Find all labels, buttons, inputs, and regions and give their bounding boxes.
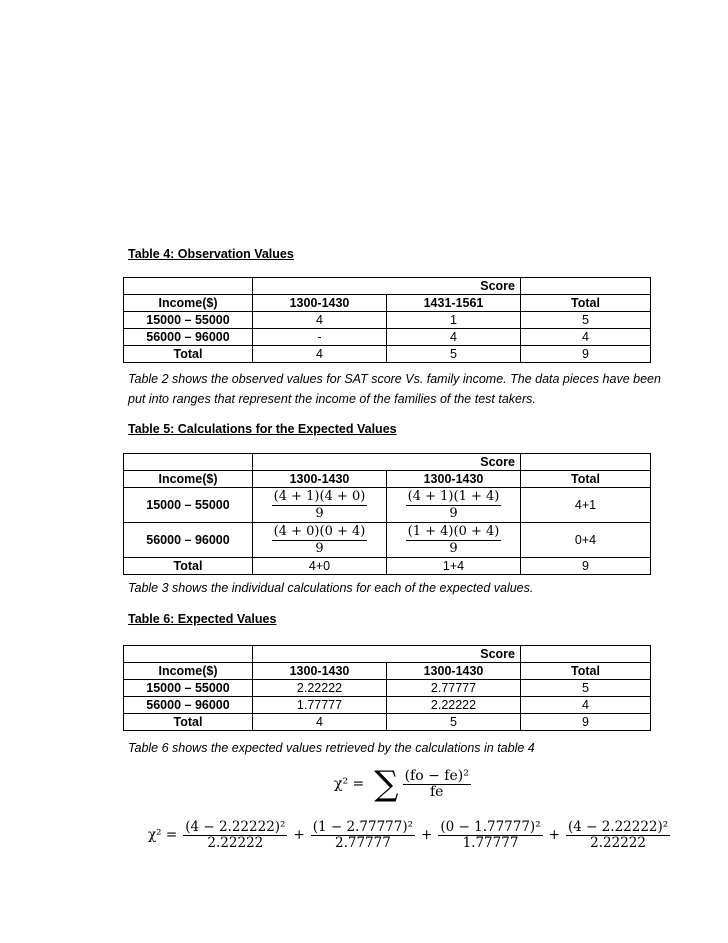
table6-col-range1: 1300-1430 [253,663,387,680]
table5-col-range1: 1300-1430 [253,471,387,488]
table-row [124,488,651,523]
table4-row-label: 56000 – 96000 [124,329,253,346]
table6-title: Table 6: Expected Values [128,612,277,626]
table5-cell: 9 [521,558,651,575]
table4-col-total: Total [521,295,651,312]
table6-score-header: Score [253,646,521,663]
table4-cell: 9 [521,346,651,363]
table4-col-income: Income($) [124,295,253,312]
table5-caption: Table 3 shows the individual calculations for each of the expected values. [128,581,534,595]
table-row [124,346,651,363]
table5-title: Table 5: Calculations for the Expected Values [128,422,397,436]
table6-col-income: Income($) [124,663,253,680]
table4-cell: 4 [253,346,387,363]
table5-cell-fraction [253,488,387,523]
table-row [124,523,651,558]
table5-row-label: 56000 – 96000 [124,523,253,558]
table6-cell: 2.22222 [387,697,521,714]
table6-cell: 5 [521,680,651,697]
formula-lhs: χ² = [334,776,365,792]
fraction-numerator: (4 + 1)(4 + 0) [273,489,366,504]
table6-caption: Table 6 shows the expected values retrieved by the calculations in table 4 [128,741,535,755]
table6-cell: 2.77777 [387,680,521,697]
table4-cell: 5 [387,346,521,363]
table5-row-label: 15000 – 55000 [124,488,253,523]
table-row [124,680,651,697]
table4-cell: 5 [521,312,651,329]
fraction-numerator: (0 − 1.77777)² [440,819,541,835]
table4-cell: 4 [387,329,521,346]
fraction-numerator: (1 − 2.77777)² [312,819,414,835]
fraction-numerator: (4 + 0)(0 + 4) [273,524,366,539]
chi-square-formula [328,764,471,804]
table4-cell: 1 [387,312,521,329]
table4-title: Table 4: Observation Values [128,247,294,261]
fraction-numerator: (4 − 2.22222)² [567,819,669,835]
fraction-numerator: (fo − fe)² [404,768,469,784]
table6-cell: 4 [253,714,387,731]
table-row [124,558,651,575]
plus-sign: + [548,827,560,843]
fraction-denominator: 9 [315,541,324,556]
table5-score-header: Score [253,454,521,471]
table4-cell: 4 [521,329,651,346]
table6-cell: 5 [387,714,521,731]
table5-cell-fraction [253,523,387,558]
table6-cell: 2.22222 [253,680,387,697]
table4-score-header: Score [253,278,521,295]
chi-square-substitution [148,819,670,851]
sigma-symbol: ∑ [374,764,399,804]
table4-header-row [124,295,651,312]
table6-cell: 1.77777 [253,697,387,714]
table5-col-range2: 1300-1430 [387,471,521,488]
table4-empty-cell [124,278,253,295]
fraction-denominator: 9 [449,506,458,521]
table4-cell: - [253,329,387,346]
fraction-denominator: 2.22222 [207,835,264,851]
table6-cell: 9 [521,714,651,731]
table6-row-label: Total [124,714,253,731]
table4-caption: Table 2 shows the observed values for SAT score Vs. family income. The data pieces have been put into ranges that represent the income of the families of the test takers. [128,372,661,406]
table5-cell: 4+0 [253,558,387,575]
table5-col-income: Income($) [124,471,253,488]
table6-expected-values [123,645,651,731]
formula-lhs: χ² = [148,827,178,843]
table6-empty-cell [124,646,253,663]
fraction-denominator: 2.22222 [590,835,646,851]
table5-cell: 4+1 [521,488,651,523]
table-row [124,697,651,714]
table6-col-range2: 1300-1430 [387,663,521,680]
table5-cell: 1+4 [387,558,521,575]
table4-empty-cell [521,278,651,295]
fraction-numerator: (1 + 4)(0 + 4) [407,524,500,539]
table4-col-range2: 1431-1561 [387,295,521,312]
fraction-denominator: 1.77777 [462,835,519,851]
table6-empty-cell [521,646,651,663]
table4-observation-values [123,277,651,363]
table6-col-total: Total [521,663,651,680]
table5-header-row [124,471,651,488]
table4-row-label: Total [124,346,253,363]
table5-calculations [123,453,651,575]
table-row [124,329,651,346]
table5-cell-fraction [387,488,521,523]
fraction-denominator: 9 [449,541,458,556]
table6-row-label: 15000 – 55000 [124,680,253,697]
table-row [124,312,651,329]
table4-col-range1: 1300-1430 [253,295,387,312]
fraction-denominator: 2.77777 [335,835,391,851]
table5-row-label: Total [124,558,253,575]
table6-row-label: 56000 – 96000 [124,697,253,714]
plus-sign: + [293,827,305,843]
table6-cell: 4 [521,697,651,714]
table4-cell: 4 [253,312,387,329]
table5-col-total: Total [521,471,651,488]
fraction-numerator: (4 − 2.22222)² [185,819,286,835]
table5-cell-fraction [387,523,521,558]
table5-empty-cell [124,454,253,471]
table5-cell: 0+4 [521,523,651,558]
table4-row-label: 15000 – 55000 [124,312,253,329]
table5-empty-cell [521,454,651,471]
fraction-denominator: 9 [315,506,324,521]
fraction-denominator: fe [429,784,444,800]
fraction-numerator: (4 + 1)(1 + 4) [407,489,500,504]
table6-header-row [124,663,651,680]
plus-sign: + [421,827,433,843]
table-row [124,714,651,731]
